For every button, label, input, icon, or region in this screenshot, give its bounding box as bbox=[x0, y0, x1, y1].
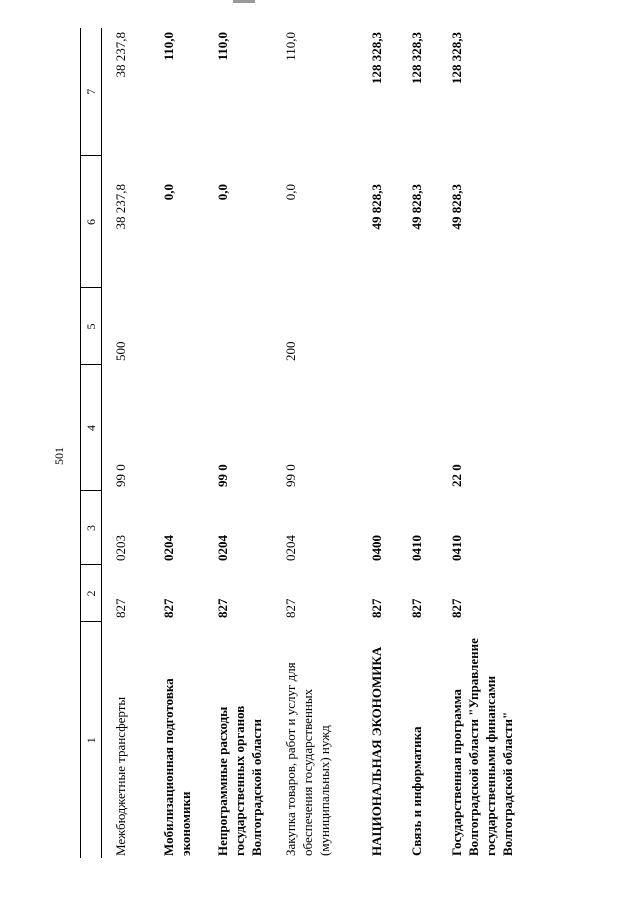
cell-col5 bbox=[150, 288, 204, 365]
row-name: Непрограммные расходы государственных органов Волгоградской области bbox=[215, 705, 264, 856]
cell-col6: 0,0 bbox=[215, 184, 230, 201]
table-row bbox=[150, 28, 204, 858]
page-number: 501 bbox=[52, 447, 66, 465]
cell-col5 bbox=[398, 288, 438, 365]
cell-col5: 500 bbox=[113, 341, 128, 361]
cell-col4: 99 0 bbox=[113, 464, 128, 487]
column-number-row bbox=[81, 28, 102, 858]
row-name: Государственная программа Волгоградской области "Управление государственными финансами Волгоградской области" bbox=[449, 638, 515, 856]
cell-col6: 0,0 bbox=[283, 184, 298, 201]
cell-col4: 99 0 bbox=[283, 464, 298, 487]
cell-col4 bbox=[150, 365, 204, 491]
cell-col3: 0204 bbox=[215, 535, 230, 561]
column-number-3: 3 bbox=[81, 491, 102, 565]
column-number-7: 7 bbox=[81, 28, 102, 156]
cell-col3: 0410 bbox=[449, 535, 464, 561]
cell-col2: 827 bbox=[369, 598, 384, 618]
table-row bbox=[358, 28, 398, 858]
cell-col6: 49 828,3 bbox=[409, 184, 424, 230]
top-edge-mark bbox=[233, 0, 255, 3]
budget-table bbox=[80, 28, 540, 858]
column-number-5: 5 bbox=[81, 288, 102, 365]
row-name: Связь и информатика bbox=[409, 726, 424, 856]
table-row bbox=[204, 28, 272, 858]
cell-col5 bbox=[204, 288, 272, 365]
cell-col5: 200 bbox=[283, 341, 298, 361]
cell-col3: 0204 bbox=[161, 535, 176, 561]
cell-col4: 99 0 bbox=[215, 464, 230, 487]
row-name: Закупка товаров, работ и услуг для обеспечения государственных (муниципальных) нужд bbox=[283, 662, 332, 856]
cell-col3: 0203 bbox=[113, 535, 128, 561]
cell-col2: 827 bbox=[161, 598, 176, 618]
table-row bbox=[438, 28, 540, 858]
cell-col3: 0400 bbox=[369, 535, 384, 561]
budget-table-area bbox=[80, 28, 615, 858]
cell-col4 bbox=[358, 365, 398, 491]
cell-col6: 38 237,8 bbox=[113, 184, 128, 230]
cell-col4: 22 0 bbox=[449, 464, 464, 487]
cell-col7: 38 237,8 bbox=[113, 32, 128, 78]
cell-col5 bbox=[358, 288, 398, 365]
cell-col7: 110,0 bbox=[283, 32, 298, 61]
cell-col7: 110,0 bbox=[161, 32, 176, 61]
column-number-6: 6 bbox=[81, 156, 102, 288]
cell-col2: 827 bbox=[449, 598, 464, 618]
cell-col3: 0410 bbox=[409, 535, 424, 561]
row-name: Межбюджетные трансферты bbox=[113, 696, 128, 856]
cell-col5 bbox=[438, 288, 540, 365]
cell-col6: 49 828,3 bbox=[449, 184, 464, 230]
column-number-1: 1 bbox=[81, 622, 102, 858]
cell-col6: 49 828,3 bbox=[369, 184, 384, 230]
cell-col6: 0,0 bbox=[161, 184, 176, 201]
cell-col4 bbox=[398, 365, 438, 491]
row-name: Мобилизационная подготовка экономики bbox=[161, 678, 193, 856]
column-number-4: 4 bbox=[81, 365, 102, 491]
cell-col2: 827 bbox=[409, 598, 424, 618]
cell-col7: 128 328,3 bbox=[369, 32, 384, 84]
cell-col7: 128 328,3 bbox=[449, 32, 464, 84]
cell-col2: 827 bbox=[113, 598, 128, 618]
cell-col2: 827 bbox=[283, 598, 298, 618]
cell-col7: 128 328,3 bbox=[409, 32, 424, 84]
column-number-2: 2 bbox=[81, 565, 102, 622]
table-row bbox=[102, 28, 151, 858]
table-row bbox=[398, 28, 438, 858]
cell-col3: 0204 bbox=[283, 535, 298, 561]
cell-col7: 110,0 bbox=[215, 32, 230, 61]
row-name: НАЦИОНАЛЬНАЯ ЭКОНОМИКА bbox=[369, 646, 384, 856]
cell-col2: 827 bbox=[215, 598, 230, 618]
table-row bbox=[272, 28, 358, 858]
